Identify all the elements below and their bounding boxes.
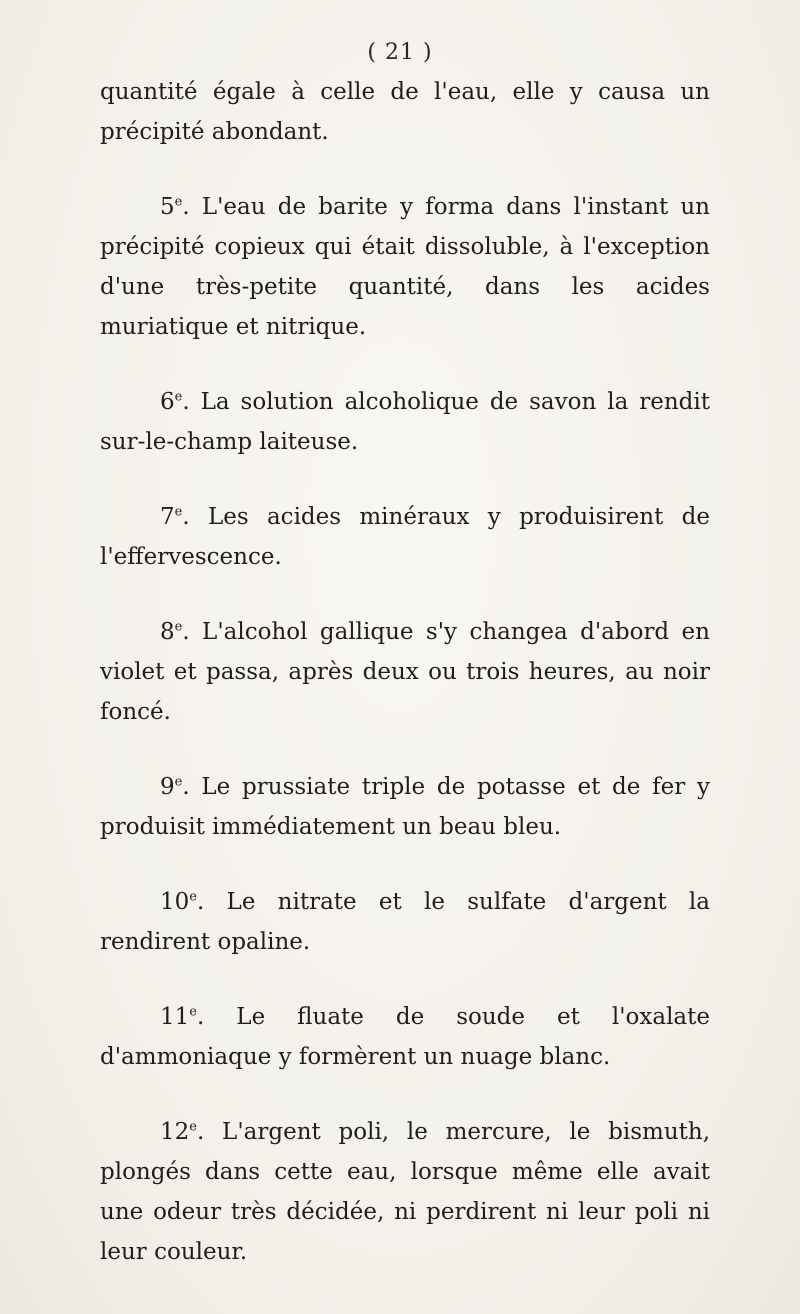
paragraph-text: . Le fluate de soude et l'oxalate d'ammoniaque y formèrent un nuage blanc.: [100, 1004, 710, 1070]
page-text: [100, 72, 710, 1272]
paragraph-number: 8: [160, 619, 175, 645]
ordinal-suffix: e: [174, 504, 183, 520]
paragraph-text: . La solution alcoholique de savon la rendit sur-le-champ laiteuse.: [100, 389, 710, 455]
ordinal-suffix: e: [189, 889, 197, 905]
paragraph-number: 12: [160, 1119, 190, 1145]
paragraph-number: 10: [160, 889, 190, 915]
ordinal-suffix: e: [174, 619, 183, 635]
ordinal-suffix: e: [189, 1004, 197, 1020]
ordinal-suffix: e: [174, 194, 183, 210]
paragraph-number: 5: [160, 194, 175, 220]
ordinal-suffix: e: [174, 389, 183, 405]
paragraph-5: [100, 187, 710, 347]
paragraph-text: quantité égale à celle de l'eau, elle y causa un précipité abondant.: [100, 79, 710, 145]
ordinal-suffix: e: [189, 1119, 197, 1135]
paragraph-7: [100, 497, 710, 577]
paragraph-text: . Le nitrate et le sulfate d'argent la rendirent opaline.: [100, 889, 710, 955]
paragraph-9: [100, 767, 710, 847]
paragraph-11: [100, 997, 710, 1077]
paragraph-8: [100, 612, 710, 732]
paragraph-10: [100, 882, 710, 962]
paragraph-6: [100, 382, 710, 462]
paragraph-text: . Les acides minéraux y produisirent de l'effervescence.: [100, 504, 710, 570]
paragraph-number: 9: [160, 774, 175, 800]
paragraph-text: . Le prussiate triple de potasse et de fer y produisit immédiatement un beau bleu.: [100, 774, 710, 840]
paragraph-text: . L'eau de barite y forma dans l'instant un précipité copieux qui était dissoluble, à l'exception d'une très-petite quantité, dans les acides muriatique et nitrique.: [100, 194, 710, 340]
paragraph-12: [100, 1112, 710, 1272]
ordinal-suffix: e: [174, 774, 183, 790]
paragraph-number: 11: [160, 1004, 190, 1030]
page-number: ( 21 ): [367, 40, 433, 65]
paragraph-number: 6: [160, 389, 175, 415]
paragraph-number: 7: [160, 504, 175, 530]
paragraph-continuation: [100, 72, 710, 152]
paragraph-text: . L'argent poli, le mercure, le bismuth, plongés dans cette eau, lorsque même elle avait une odeur très décidée, ni perdirent ni leur poli ni leur couleur.: [100, 1119, 710, 1265]
paragraph-text: . L'alcohol gallique s'y changea d'abord en violet et passa, après deux ou trois heures, au noir foncé.: [100, 619, 710, 725]
